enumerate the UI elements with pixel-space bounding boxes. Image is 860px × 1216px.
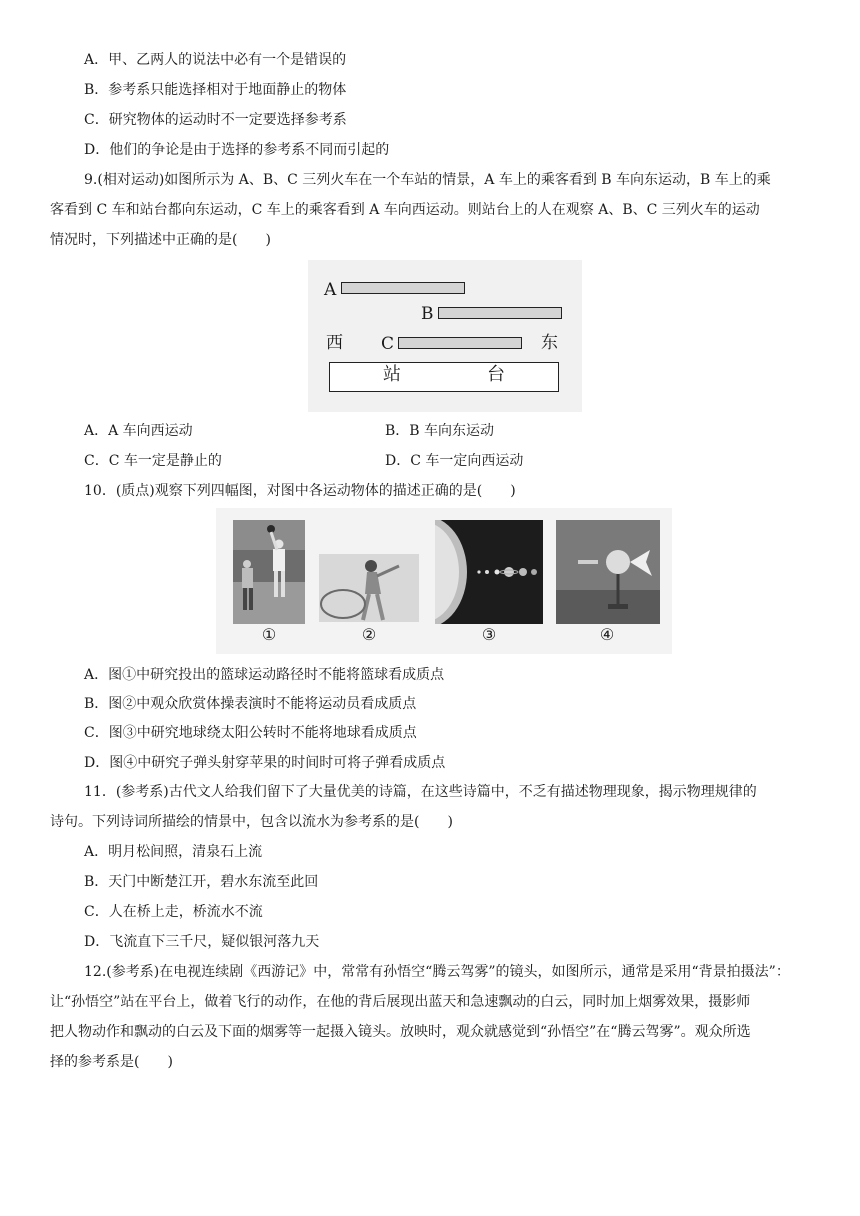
q10-option-b: B．图②中观众欣赏体操表演时不能将运动员看成质点: [84, 696, 417, 712]
platform-char-2: 台: [487, 364, 505, 385]
q11-stem-line-1: 11．(参考系)古代文人给我们留下了大量优美的诗篇，在这些诗篇中，不乏有描述物理现象，揭示物理规律的: [84, 784, 757, 800]
q8-option-b: B．参考系只能选择相对于地面静止的物体: [84, 82, 347, 98]
west-label: 西: [326, 333, 343, 353]
q12-stem-line-2: 让“孙悟空”站在平台上，做着飞行的动作，在他的背后展现出蓝天和急速飘动的白云，同时加上烟雾效果，摄影师: [50, 994, 751, 1010]
q12-stem-line-1: 12.(参考系)在电视连续剧《西游记》中，常常有孙悟空“腾云驾雾”的镜头，如图所示，通常是采用“背景拍摄法”：: [84, 964, 790, 980]
q12-stem-line-3: 把人物动作和飘动的白云及下面的烟雾等一起摄入镜头。放映时，观众就感觉到“孙悟空”在“腾云驾雾”。观众所选: [50, 1024, 751, 1040]
q11-option-c: C．人在桥上走，桥流水不流: [84, 904, 263, 920]
q9-stem-line-1: 9.(相对运动)如图所示为 A、B、C 三列火车在一个车站的情景，A 车上的乘客看到 B 车向东运动，B 车上的乘: [84, 172, 771, 188]
train-b-label: B: [421, 304, 434, 324]
q9-stem-line-3: 情况时，下列描述中正确的是( ): [50, 232, 271, 248]
solar-system-photo: [435, 520, 543, 624]
caption-2: ②: [361, 625, 377, 644]
q10-stem: 10．(质点)观察下列四幅图，对图中各运动物体的描述正确的是( ): [84, 483, 516, 499]
train-a-bar: [341, 282, 465, 294]
train-a-label: A: [324, 280, 337, 300]
q8-option-d: D．他们的争论是由于选择的参考系不同而引起的: [84, 142, 390, 158]
q10-option-a: A．图①中研究投出的篮球运动路径时不能将篮球看成质点: [84, 667, 445, 683]
q10-option-c: C．图③中研究地球绕太阳公转时不能将地球看成质点: [84, 725, 417, 741]
east-label: 东: [541, 333, 558, 353]
q9-option-b: B．B 车向东运动: [385, 423, 495, 439]
q11-option-b: B．天门中断楚江开，碧水东流至此回: [84, 874, 319, 890]
q8-option-a: A．甲、乙两人的说法中必有一个是错误的: [84, 52, 347, 68]
q9-option-d: D．C 车一定向西运动: [385, 453, 524, 469]
q9-option-a: A．A 车向西运动: [84, 423, 193, 439]
train-c-bar: [398, 337, 522, 349]
q9-train-figure: [308, 260, 582, 412]
caption-1: ①: [261, 625, 277, 644]
q11-option-a: A．明月松间照，清泉石上流: [84, 844, 263, 860]
train-c-label: C: [381, 334, 395, 354]
q12-stem-line-4: 择的参考系是( ): [50, 1054, 173, 1070]
platform-box: [329, 362, 559, 392]
q11-stem-line-2: 诗句。下列诗词所描绘的情景中，包含以流水为参考系的是( ): [50, 814, 453, 830]
q8-option-c: C．研究物体的运动时不一定要选择参考系: [84, 112, 347, 128]
gymnast-photo: [319, 554, 419, 622]
q10-photo-strip: [216, 508, 672, 654]
caption-3: ③: [481, 625, 497, 644]
q9-option-c: C．C 车一定是静止的: [84, 453, 222, 469]
q10-option-d: D．图④中研究子弹头射穿苹果的时间时可将子弹看成质点: [84, 755, 446, 771]
basketball-photo: [233, 520, 305, 624]
train-b-bar: [438, 307, 562, 319]
caption-4: ④: [599, 625, 615, 644]
bullet-apple-photo: [556, 520, 660, 624]
q11-option-d: D．飞流直下三千尺，疑似银河落九天: [84, 934, 320, 950]
platform-char-1: 站: [383, 364, 401, 385]
q9-stem-line-2: 客看到 C 车和站台都向东运动，C 车上的乘客看到 A 车向西运动。则站台上的人在观察 A、B、C 三列火车的运动: [50, 202, 760, 218]
